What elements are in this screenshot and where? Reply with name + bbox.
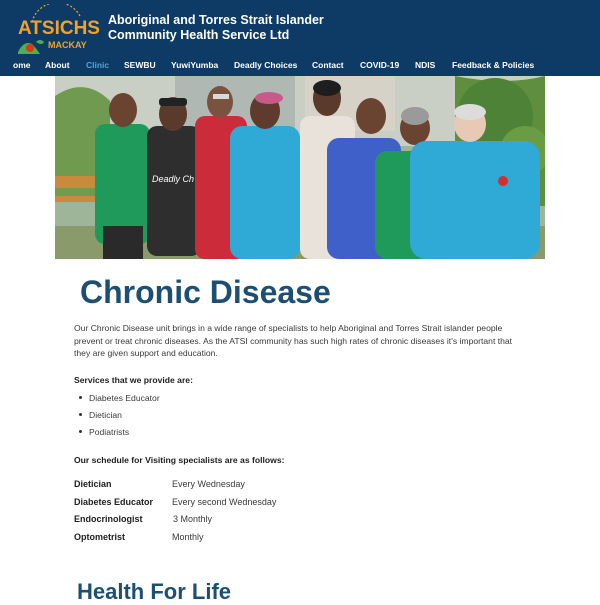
logo-subtext: MACKAY [48,40,87,50]
nav-contact[interactable]: Contact [312,60,344,70]
nav-deadly-choices[interactable]: Deadly Choices [234,60,298,70]
list-item [78,409,160,426]
services-list [78,392,160,443]
shirt-text: Deadly Ch [152,174,195,184]
visit-frequency: 3 Monthly [173,514,213,525]
visit-frequency: Every second Wednesday [172,496,277,507]
atsichs-logo[interactable] [10,4,105,58]
service-label: Podiatrists [89,427,130,437]
site-header [0,0,600,76]
specialist-role: Diabetes Educator [74,496,154,507]
page-title: Chronic Disease [80,274,331,310]
nav-clinic[interactable]: Clinic [86,60,110,70]
nav-home[interactable]: ome [13,60,31,70]
organisation-name [108,13,324,43]
intro-paragraph: Our Chronic Disease unit brings in a wide range of specialists to help Aboriginal and Torres Strait islander people prevent or treat chronic diseases. As the ATSI community has such high rates of chronic diseases it's important that they are given support and education. [74,323,513,359]
nav-feedback-policies[interactable]: Feedback & Policies [452,60,535,70]
nav-sewbu[interactable]: SEWBU [124,60,156,70]
visit-frequency: Every Wednesday [172,479,245,489]
schedule-heading: Our schedule for Visiting specialists are as follows: [74,455,285,465]
list-item [78,392,160,409]
nav-about[interactable]: About [45,60,70,70]
services-heading: Services that we provide are: [74,375,193,385]
list-item [78,426,160,443]
bullet-icon [79,430,82,433]
service-label: Dietician [89,410,122,420]
nav-covid-19[interactable]: COVID-19 [360,60,400,70]
org-name-line-2: Community Health Service Ltd [108,28,290,42]
bullet-icon [79,413,82,416]
staff-group-photo [55,76,545,259]
logo-text: ATSICHS [18,18,100,39]
visit-frequency: Monthly [172,532,204,543]
section-heading-health-for-life: Health For Life [77,579,232,604]
specialist-role: Optometrist [74,532,126,543]
nav-ndis[interactable]: NDIS [415,60,436,70]
org-name-line-1: Aboriginal and Torres Strait Islander [108,13,324,27]
nav-yuwiyumba[interactable]: YuwiYumba [171,60,219,70]
specialist-role: Endocrinologist [74,514,143,525]
specialist-role: Dietician [74,479,112,489]
service-label: Diabetes Educator [89,393,160,403]
main-nav [0,60,600,74]
bullet-icon [79,396,82,399]
